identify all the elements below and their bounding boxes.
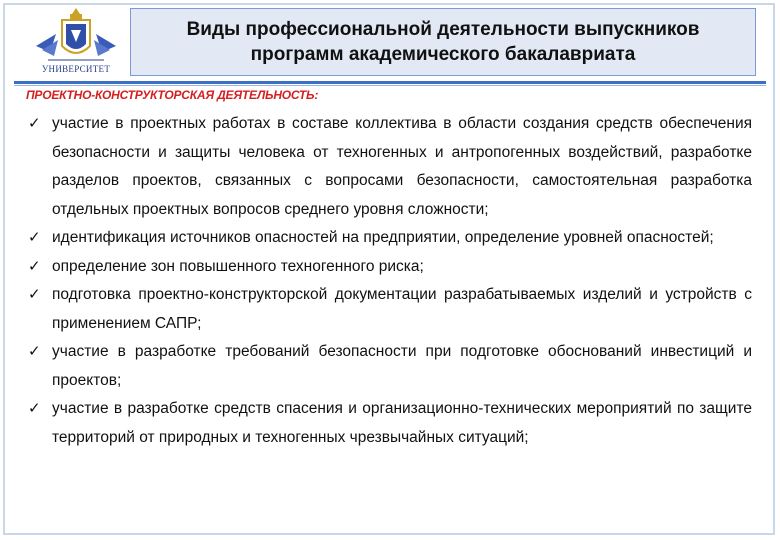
logo-caption: УНИВЕРСИТЕТ [41, 64, 111, 74]
list-item [26, 395, 752, 452]
list-item [26, 253, 752, 282]
checkmark-icon: ✓ [28, 343, 41, 360]
list-item-text: подготовка проектно-конструкторской документации разрабатываемых изделий и устройств с применением САПР; [52, 286, 752, 332]
header-divider-thin [14, 85, 766, 86]
list-item [26, 224, 752, 253]
list-item-text: идентификация источников опасностей на предприятии, определение уровней опасностей; [52, 229, 714, 246]
list-item [26, 110, 752, 224]
list-item-text: участие в разработке требований безопасности при подготовке обоснований инвестиций и проектов; [52, 343, 752, 389]
header-divider [14, 81, 766, 84]
title-banner [130, 8, 756, 76]
list-item-text: участие в проектных работах в составе коллектива в области создания средств обеспечения безопасности и защиты человека от техногенных и антропогенных воздействий, разработке разделов проектов, связанных с вопросами безопасности, самостоятельная разработка отдельных проектных вопросов среднего уровня сложности; [52, 115, 752, 218]
list-item [26, 338, 752, 395]
page-title: Виды профессиональной деятельности выпускников программ академического бакалавриата [186, 19, 700, 65]
activity-list [26, 110, 752, 452]
university-logo [28, 6, 124, 80]
checkmark-icon: ✓ [28, 400, 41, 417]
logo-emblem-icon [28, 6, 124, 64]
checkmark-icon: ✓ [28, 229, 41, 246]
list-item [26, 281, 752, 338]
checkmark-icon: ✓ [28, 286, 41, 303]
section-title: ПРОЕКТНО-КОНСТРУКТОРСКАЯ ДЕЯТЕЛЬНОСТЬ: [26, 88, 319, 102]
list-item-text: участие в разработке средств спасения и организационно-технических мероприятий по защите территорий от природных и техногенных чрезвычайных ситуаций; [52, 400, 752, 446]
list-item-text: определение зон повышенного техногенного риска; [52, 257, 424, 275]
checkmark-icon: ✓ [28, 257, 41, 275]
checkmark-icon: ✓ [28, 115, 41, 132]
